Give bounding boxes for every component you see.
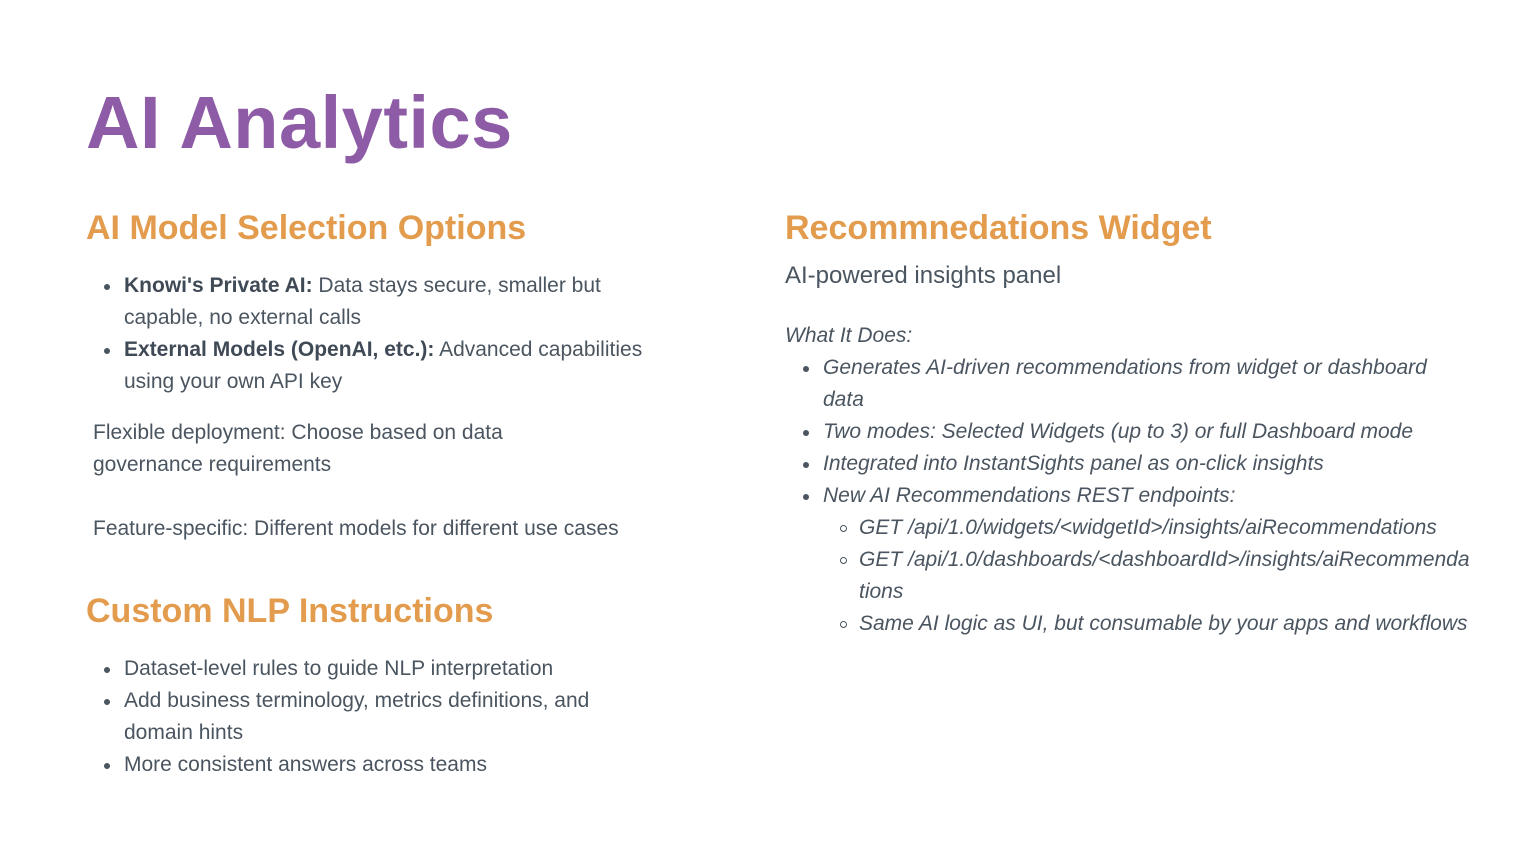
external-models-label: External Models (OpenAI, etc.):: [124, 338, 435, 361]
private-ai-label: Knowi's Private AI:: [124, 274, 313, 297]
external-models-text: Advanced capabilities using your own API key: [124, 338, 643, 393]
list-item: Dataset-level rules to guide NLP interpretation: [86, 653, 656, 685]
list-item: Two modes: Selected Widgets (up to 3) or full Dashboard mode: [785, 416, 1465, 448]
nlp-list: [86, 653, 656, 781]
feature-specific-text: Feature-specific: Different models for different use cases: [93, 517, 619, 540]
right-column: [785, 208, 1505, 640]
what-it-does-label: What It Does:: [785, 324, 913, 347]
model-options-list: [86, 270, 686, 398]
list-item: Add business terminology, metrics definitions, and domain hints: [86, 685, 656, 749]
list-item: More consistent answers across teams: [86, 749, 656, 781]
recommendations-list: [785, 352, 1465, 512]
endpoints-list: [785, 512, 1470, 640]
list-item: New AI Recommendations REST endpoints:: [785, 480, 1465, 512]
endpoint-widgets: GET /api/1.0/widgets/<widgetId>/insights/aiRecommendations: [785, 512, 1470, 544]
page-title: AI Analytics: [86, 81, 513, 164]
private-ai-text: Data stays secure, smaller but capable, no external calls: [124, 274, 601, 329]
list-item: Generates AI-driven recommendations from widget or dashboard data: [785, 352, 1465, 416]
endpoint-dashboards: GET /api/1.0/dashboards/<dashboardId>/insights/aiRecommendations: [785, 544, 1470, 608]
list-item: [86, 334, 686, 398]
nlp-heading: Custom NLP Instructions: [86, 592, 494, 630]
recommendations-heading: Recommnedations Widget: [785, 209, 1212, 247]
list-item: [86, 270, 686, 334]
recommendations-subheading: AI-powered insights panel: [785, 262, 1062, 289]
model-selection-heading: AI Model Selection Options: [86, 209, 527, 247]
endpoint-note: Same AI logic as UI, but consumable by your apps and workflows: [785, 608, 1470, 640]
left-column: [86, 208, 686, 781]
flexible-deployment-text: Flexible deployment: Choose based on data governance requirements: [93, 421, 503, 476]
list-item: Integrated into InstantSights panel as on-click insights: [785, 448, 1465, 480]
